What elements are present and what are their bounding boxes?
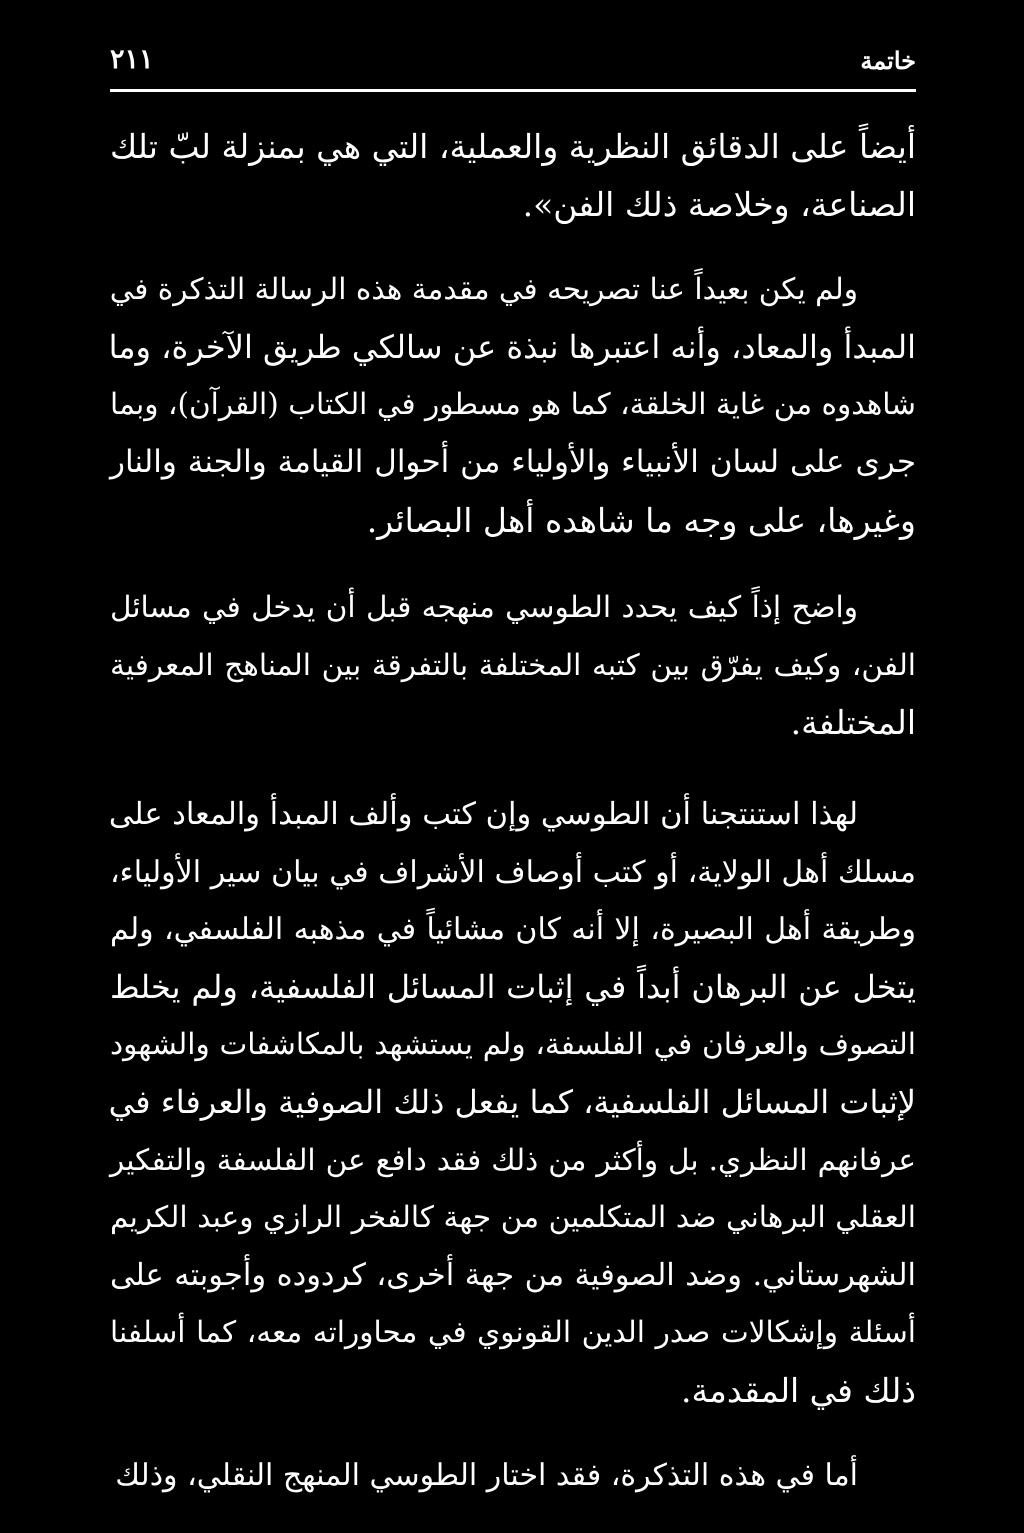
text-line: عرفانهم النظري. بل وأكثر من ذلك فقد دافع عن الفلسفة والتفكير <box>110 1142 916 1177</box>
text-line: وغيرها، على وجه ما شاهده أهل البصائر. <box>366 500 916 540</box>
text-line: المبدأ والمعاد، وأنه اعتبرها نبذة عن سالكي طريق الآخرة، وما <box>108 327 916 366</box>
text-line: ذلك في المقدمة. <box>681 1370 916 1410</box>
text-line: الفن، وكيف يفرّق بين كتبه المختلفة بالتفرقة بين المناهج المعرفية <box>110 647 916 682</box>
text-line: شاهدوه من غاية الخلقة، كما هو مسطور في الكتاب (القرآن)، وبما <box>110 387 916 422</box>
paragraph <box>110 261 916 549</box>
paragraph <box>110 1447 916 1505</box>
paragraph <box>110 786 916 1420</box>
text-line: ولم يكن بعيداً عنا تصريحه في مقدمة هذه الرسالة التذكرة في <box>109 272 858 307</box>
text-line: أيضاً على الدقائق النظرية والعملية، التي هي بمنزلة لبّ تلك <box>110 127 916 166</box>
text-line: يتخل عن البرهان أبداً في إثبات المسائل الفلسفية، ولم يخلط <box>110 967 916 1006</box>
paragraph <box>110 118 916 233</box>
paragraph <box>110 579 916 752</box>
chapter-title: خاتمة <box>860 46 916 75</box>
text-line: لإثبات المسائل الفلسفية، كما يفعل ذلك الصوفية والعرفاء في <box>108 1082 916 1121</box>
text-line: واضح إذاً كيف يحدد الطوسي منهجه قبل أن يدخل في مسائل <box>110 590 858 625</box>
text-line: المختلفة. <box>790 703 916 743</box>
text-line: لهذا استنتجنا أن الطوسي وإن كتب وألف المبدأ والمعاد على <box>108 796 858 832</box>
page-number: ٢١١ <box>110 44 154 75</box>
text-line: العقلي البرهاني ضد المتكلمين من جهة كالفخر الرازي وعبد الكريم <box>110 1200 916 1235</box>
text-line: وطريقة أهل البصيرة، إلا أنه كان مشائياً في مذهبه الفلسفي، ولم <box>110 912 916 948</box>
text-line: الشهرستاني. وضد الصوفية من جهة أخرى، كردوده وأجوبته على <box>110 1257 916 1293</box>
text-line: مسلك أهل الولاية، أو كتب أوصاف الأشراف في بيان سير الأولياء، <box>110 854 916 890</box>
text-line: أما في هذه التذكرة، فقد اختار الطوسي المنهج النقلي، وذلك <box>115 1458 858 1494</box>
text-line: أسئلة وإشكالات صدر الدين القونوي في محاوراته معه، كما أسلفنا <box>110 1315 916 1350</box>
running-header <box>110 40 916 86</box>
text-line: الصناعة، وخلاصة ذلك الفن». <box>522 184 916 224</box>
text-line: جرى على لسان الأنبياء والأولياء من أحوال القيامة والجنة والنار <box>110 443 916 480</box>
header-rule <box>110 89 916 92</box>
text-line: التصوف والعرفان في الفلسفة، ولم يستشهد بالمكاشفات والشهود <box>110 1027 916 1062</box>
body-text <box>110 118 916 1533</box>
